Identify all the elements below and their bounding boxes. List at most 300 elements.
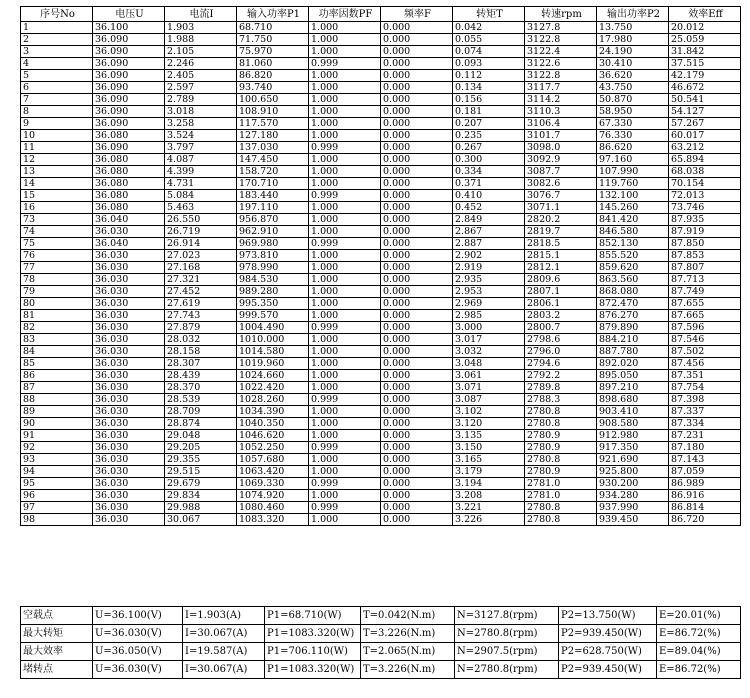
table-cell: 3087.7: [525, 166, 597, 178]
summary-cell: U=36.100(V): [93, 607, 183, 625]
table-cell: 0.000: [381, 154, 453, 166]
table-cell: 95: [21, 478, 93, 490]
table-row: [21, 442, 741, 454]
table-cell: 60.017: [669, 130, 741, 142]
table-cell: 36.030: [93, 334, 165, 346]
column-header: 转矩T: [453, 7, 525, 22]
table-cell: 1.000: [309, 166, 381, 178]
table-cell: 36.090: [93, 82, 165, 94]
table-cell: 87.351: [669, 370, 741, 382]
table-cell: 1074.920: [237, 490, 309, 502]
table-cell: 0.000: [381, 358, 453, 370]
table-cell: 1.000: [309, 34, 381, 46]
table-cell: 2780.8: [525, 418, 597, 430]
table-cell: 36.080: [93, 178, 165, 190]
table-cell: 87.853: [669, 250, 741, 262]
table-row: [21, 406, 741, 418]
table-cell: 14: [21, 178, 93, 190]
table-cell: 912.980: [597, 430, 669, 442]
table-cell: 87.596: [669, 322, 741, 334]
table-cell: 3.150: [453, 442, 525, 454]
table-cell: 2818.5: [525, 238, 597, 250]
table-cell: 1.000: [309, 94, 381, 106]
table-cell: 87.935: [669, 214, 741, 226]
table-cell: 107.990: [597, 166, 669, 178]
table-cell: 3.018: [165, 106, 237, 118]
table-cell: 3122.4: [525, 46, 597, 58]
table-cell: 4.731: [165, 178, 237, 190]
test-data-table: [20, 6, 741, 526]
table-cell: 1.000: [309, 118, 381, 130]
table-cell: 29.205: [165, 442, 237, 454]
table-cell: 5.084: [165, 190, 237, 202]
table-cell: 2781.0: [525, 478, 597, 490]
table-cell: 0.093: [453, 58, 525, 70]
table-cell: 3.221: [453, 502, 525, 514]
table-cell: 2780.8: [525, 514, 597, 526]
table-cell: 2780.8: [525, 502, 597, 514]
table-cell: 43.750: [597, 82, 669, 94]
table-cell: 36.030: [93, 310, 165, 322]
table-cell: 1.000: [309, 466, 381, 478]
table-cell: 1.000: [309, 82, 381, 94]
table-cell: 12: [21, 154, 93, 166]
table-cell: 995.350: [237, 298, 309, 310]
table-cell: 36.030: [93, 466, 165, 478]
table-cell: 36.080: [93, 154, 165, 166]
table-cell: 26.550: [165, 214, 237, 226]
table-cell: 1080.460: [237, 502, 309, 514]
table-cell: 0.999: [309, 322, 381, 334]
table-cell: 876.270: [597, 310, 669, 322]
table-cell: 86.620: [597, 142, 669, 154]
table-cell: 3.135: [453, 430, 525, 442]
summary-cell: I=30.067(A): [183, 661, 265, 679]
table-cell: 1.000: [309, 70, 381, 82]
table-cell: 117.570: [237, 118, 309, 130]
table-cell: 87.231: [669, 430, 741, 442]
table-cell: 1.000: [309, 226, 381, 238]
table-cell: 2780.9: [525, 466, 597, 478]
table-cell: 36.080: [93, 202, 165, 214]
table-cell: 0.000: [381, 166, 453, 178]
table-cell: 1069.330: [237, 478, 309, 490]
summary-cell: N=2907.5(rpm): [455, 643, 559, 661]
table-cell: 82: [21, 322, 93, 334]
table-cell: 197.110: [237, 202, 309, 214]
summary-cell: T=0.042(N.m): [361, 607, 455, 625]
table-cell: 1052.250: [237, 442, 309, 454]
table-cell: 2.849: [453, 214, 525, 226]
table-cell: 921.690: [597, 454, 669, 466]
table-cell: 3.194: [453, 478, 525, 490]
table-row: [21, 214, 741, 226]
table-cell: 36.080: [93, 190, 165, 202]
table-cell: 0.207: [453, 118, 525, 130]
column-header: 电压U: [93, 7, 165, 22]
table-cell: 36.030: [93, 430, 165, 442]
table-row: [21, 358, 741, 370]
table-cell: 0.267: [453, 142, 525, 154]
table-row: [21, 298, 741, 310]
table-cell: 3110.3: [525, 106, 597, 118]
table-cell: 36.080: [93, 130, 165, 142]
table-cell: 863.560: [597, 274, 669, 286]
table-row: [21, 334, 741, 346]
summary-cell: E=89.04(%): [657, 643, 741, 661]
table-cell: 158.720: [237, 166, 309, 178]
table-cell: 87.807: [669, 262, 741, 274]
table-cell: 36.040: [93, 214, 165, 226]
table-row: [21, 454, 741, 466]
table-row: [21, 202, 741, 214]
table-cell: 1.000: [309, 202, 381, 214]
table-cell: 87.337: [669, 406, 741, 418]
table-cell: 962.910: [237, 226, 309, 238]
table-cell: 1083.320: [237, 514, 309, 526]
column-header: 输入功率P1: [237, 7, 309, 22]
summary-cell: T=3.226(N.m): [361, 625, 455, 643]
table-cell: 0.410: [453, 190, 525, 202]
table-cell: 2780.9: [525, 442, 597, 454]
table-cell: 2780.8: [525, 454, 597, 466]
table-cell: 1.000: [309, 382, 381, 394]
table-cell: 3101.7: [525, 130, 597, 142]
table-cell: 36.030: [93, 478, 165, 490]
table-cell: 2.789: [165, 94, 237, 106]
table-cell: 3.017: [453, 334, 525, 346]
table-cell: 925.800: [597, 466, 669, 478]
table-cell: 0.000: [381, 142, 453, 154]
table-cell: 1.000: [309, 406, 381, 418]
table-cell: 0.999: [309, 238, 381, 250]
table-cell: 2798.6: [525, 334, 597, 346]
summary-cell: U=36.050(V): [93, 643, 183, 661]
table-cell: 90: [21, 418, 93, 430]
table-cell: 36.030: [93, 394, 165, 406]
table-cell: 1014.580: [237, 346, 309, 358]
table-cell: 2.887: [453, 238, 525, 250]
table-cell: 1.000: [309, 46, 381, 58]
table-cell: 1.000: [309, 358, 381, 370]
table-row: [21, 502, 741, 514]
table-cell: 108.910: [237, 106, 309, 118]
table-cell: 978.990: [237, 262, 309, 274]
table-cell: 78: [21, 274, 93, 286]
table-cell: 91: [21, 430, 93, 442]
table-cell: 36.030: [93, 358, 165, 370]
table-cell: 72.013: [669, 190, 741, 202]
table-cell: 71.750: [237, 34, 309, 46]
column-header: 频率F: [381, 7, 453, 22]
table-cell: 36.030: [93, 298, 165, 310]
table-cell: 3117.7: [525, 82, 597, 94]
table-cell: 36.030: [93, 226, 165, 238]
table-cell: 84: [21, 346, 93, 358]
table-cell: 28.032: [165, 334, 237, 346]
table-cell: 989.280: [237, 286, 309, 298]
table-cell: 97: [21, 502, 93, 514]
table-row: [21, 118, 741, 130]
table-cell: 1.000: [309, 274, 381, 286]
table-cell: 36.030: [93, 370, 165, 382]
table-cell: 0.235: [453, 130, 525, 142]
table-cell: 77: [21, 262, 93, 274]
table-cell: 170.710: [237, 178, 309, 190]
table-cell: 68.710: [237, 22, 309, 34]
table-cell: 1.000: [309, 106, 381, 118]
table-cell: 0.000: [381, 34, 453, 46]
table-cell: 1.000: [309, 286, 381, 298]
table-row: [21, 22, 741, 34]
table-cell: 2792.2: [525, 370, 597, 382]
table-cell: 0.074: [453, 46, 525, 58]
table-cell: 46.672: [669, 82, 741, 94]
summary-label: 堵转点: [21, 661, 93, 679]
table-cell: 937.990: [597, 502, 669, 514]
table-row: [21, 82, 741, 94]
table-cell: 36.090: [93, 58, 165, 70]
table-cell: 4: [21, 58, 93, 70]
table-cell: 3106.4: [525, 118, 597, 130]
table-row: [21, 250, 741, 262]
table-cell: 183.440: [237, 190, 309, 202]
table-cell: 36.030: [93, 382, 165, 394]
table-cell: 75.970: [237, 46, 309, 58]
column-header: 转速rpm: [525, 7, 597, 22]
table-cell: 2780.9: [525, 430, 597, 442]
table-cell: 8: [21, 106, 93, 118]
table-cell: 0.000: [381, 310, 453, 322]
table-cell: 30.410: [597, 58, 669, 70]
table-row: [21, 130, 741, 142]
table-cell: 36.090: [93, 142, 165, 154]
table-cell: 2.902: [453, 250, 525, 262]
table-cell: 855.520: [597, 250, 669, 262]
table-cell: 2820.2: [525, 214, 597, 226]
table-cell: 0.000: [381, 190, 453, 202]
table-cell: 36.030: [93, 262, 165, 274]
table-cell: 0.000: [381, 82, 453, 94]
table-cell: 3092.9: [525, 154, 597, 166]
table-row: [21, 322, 741, 334]
table-row: [21, 166, 741, 178]
table-row: [21, 394, 741, 406]
table-cell: 27.321: [165, 274, 237, 286]
table-cell: 0.000: [381, 442, 453, 454]
table-cell: 81: [21, 310, 93, 322]
table-cell: 0.000: [381, 262, 453, 274]
table-cell: 4.087: [165, 154, 237, 166]
table-cell: 88: [21, 394, 93, 406]
table-row: [21, 466, 741, 478]
table-cell: 984.530: [237, 274, 309, 286]
table-cell: 2.405: [165, 70, 237, 82]
table-cell: 1.000: [309, 262, 381, 274]
table-cell: 36.030: [93, 514, 165, 526]
summary-cell: N=3127.8(rpm): [455, 607, 559, 625]
table-cell: 36.030: [93, 406, 165, 418]
table-cell: 2796.0: [525, 346, 597, 358]
summary-cell: I=30.067(A): [183, 625, 265, 643]
table-cell: 0.156: [453, 94, 525, 106]
table-cell: 3071.1: [525, 202, 597, 214]
table-cell: 3: [21, 46, 93, 58]
table-cell: 29.355: [165, 454, 237, 466]
table-row: [21, 382, 741, 394]
summary-cell: P1=1083.320(W): [265, 661, 361, 679]
table-row: [21, 370, 741, 382]
table-cell: 93: [21, 454, 93, 466]
table-cell: 898.680: [597, 394, 669, 406]
table-cell: 0.999: [309, 394, 381, 406]
table-cell: 87.850: [669, 238, 741, 250]
table-cell: 50.541: [669, 94, 741, 106]
table-cell: 1.000: [309, 430, 381, 442]
table-cell: 3114.2: [525, 94, 597, 106]
table-cell: 1040.350: [237, 418, 309, 430]
table-cell: 80: [21, 298, 93, 310]
summary-cell: E=86.72(%): [657, 625, 741, 643]
table-cell: 7: [21, 94, 93, 106]
table-cell: 87.546: [669, 334, 741, 346]
table-cell: 3.797: [165, 142, 237, 154]
table-cell: 137.030: [237, 142, 309, 154]
table-cell: 42.179: [669, 70, 741, 82]
summary-label: 空载点: [21, 607, 93, 625]
table-cell: 1.000: [309, 214, 381, 226]
table-cell: 86.814: [669, 502, 741, 514]
table-cell: 65.894: [669, 154, 741, 166]
summary-cell: P2=628.750(W): [559, 643, 657, 661]
table-cell: 36.030: [93, 286, 165, 298]
table-cell: 1.000: [309, 334, 381, 346]
table-row: [21, 238, 741, 250]
table-cell: 3.061: [453, 370, 525, 382]
table-cell: 0.334: [453, 166, 525, 178]
table-cell: 1.000: [309, 250, 381, 262]
table-cell: 3.258: [165, 118, 237, 130]
table-cell: 0.999: [309, 478, 381, 490]
table-row: [21, 34, 741, 46]
table-cell: 0.042: [453, 22, 525, 34]
table-cell: 28.874: [165, 418, 237, 430]
table-cell: 119.760: [597, 178, 669, 190]
table-row: [21, 94, 741, 106]
table-cell: 5.463: [165, 202, 237, 214]
table-cell: 1.000: [309, 178, 381, 190]
table-cell: 3.087: [453, 394, 525, 406]
column-header: 输出功率P2: [597, 7, 669, 22]
table-cell: 0.000: [381, 286, 453, 298]
table-cell: 859.620: [597, 262, 669, 274]
table-cell: 0.000: [381, 178, 453, 190]
table-cell: 1.000: [309, 490, 381, 502]
table-cell: 50.870: [597, 94, 669, 106]
table-cell: 13.750: [597, 22, 669, 34]
table-cell: 1019.960: [237, 358, 309, 370]
table-cell: 872.470: [597, 298, 669, 310]
table-row: [21, 478, 741, 490]
table-cell: 87.502: [669, 346, 741, 358]
table-cell: 0.000: [381, 298, 453, 310]
table-cell: 3122.8: [525, 34, 597, 46]
table-row: [21, 286, 741, 298]
table-cell: 0.000: [381, 274, 453, 286]
table-row: [21, 178, 741, 190]
table-row: [21, 490, 741, 502]
table-row: [21, 430, 741, 442]
table-cell: 5: [21, 70, 93, 82]
summary-cell: P2=939.450(W): [559, 661, 657, 679]
table-cell: 3.226: [453, 514, 525, 526]
table-cell: 903.410: [597, 406, 669, 418]
table-cell: 27.619: [165, 298, 237, 310]
table-row: [21, 190, 741, 202]
table-cell: 2780.8: [525, 406, 597, 418]
table-cell: 36.030: [93, 322, 165, 334]
table-cell: 1.000: [309, 514, 381, 526]
table-cell: 0.999: [309, 142, 381, 154]
table-cell: 9: [21, 118, 93, 130]
table-cell: 0.000: [381, 58, 453, 70]
table-cell: 1.000: [309, 418, 381, 430]
table-cell: 10: [21, 130, 93, 142]
table-cell: 27.168: [165, 262, 237, 274]
table-cell: 6: [21, 82, 93, 94]
table-cell: 0.300: [453, 154, 525, 166]
summary-cell: T=2.065(N.m): [361, 643, 455, 661]
table-cell: 2794.6: [525, 358, 597, 370]
summary-label: 最大转矩: [21, 625, 93, 643]
table-cell: 0.000: [381, 418, 453, 430]
table-cell: 0.000: [381, 322, 453, 334]
table-cell: 1057.680: [237, 454, 309, 466]
table-cell: 36.090: [93, 118, 165, 130]
summary-row: [21, 607, 741, 625]
table-cell: 0.000: [381, 382, 453, 394]
table-cell: 939.450: [597, 514, 669, 526]
summary-cell: E=20.01(%): [657, 607, 741, 625]
table-cell: 87.180: [669, 442, 741, 454]
table-cell: 3.048: [453, 358, 525, 370]
table-cell: 0.000: [381, 346, 453, 358]
table-cell: 930.200: [597, 478, 669, 490]
table-cell: 76: [21, 250, 93, 262]
table-cell: 70.154: [669, 178, 741, 190]
table-cell: 2.969: [453, 298, 525, 310]
table-cell: 11: [21, 142, 93, 154]
table-cell: 28.709: [165, 406, 237, 418]
table-cell: 3.179: [453, 466, 525, 478]
table-cell: 87.665: [669, 310, 741, 322]
table-cell: 0.452: [453, 202, 525, 214]
table-cell: 2.597: [165, 82, 237, 94]
table-cell: 0.000: [381, 238, 453, 250]
table-cell: 2.919: [453, 262, 525, 274]
table-cell: 83: [21, 334, 93, 346]
table-cell: 86.989: [669, 478, 741, 490]
table-cell: 1.000: [309, 130, 381, 142]
summary-cell: P2=13.750(W): [559, 607, 657, 625]
table-cell: 1028.260: [237, 394, 309, 406]
table-cell: 0.999: [309, 442, 381, 454]
summary-cell: I=1.903(A): [183, 607, 265, 625]
table-cell: 0.181: [453, 106, 525, 118]
table-cell: 27.452: [165, 286, 237, 298]
table-cell: 36.620: [597, 70, 669, 82]
table-row: [21, 262, 741, 274]
